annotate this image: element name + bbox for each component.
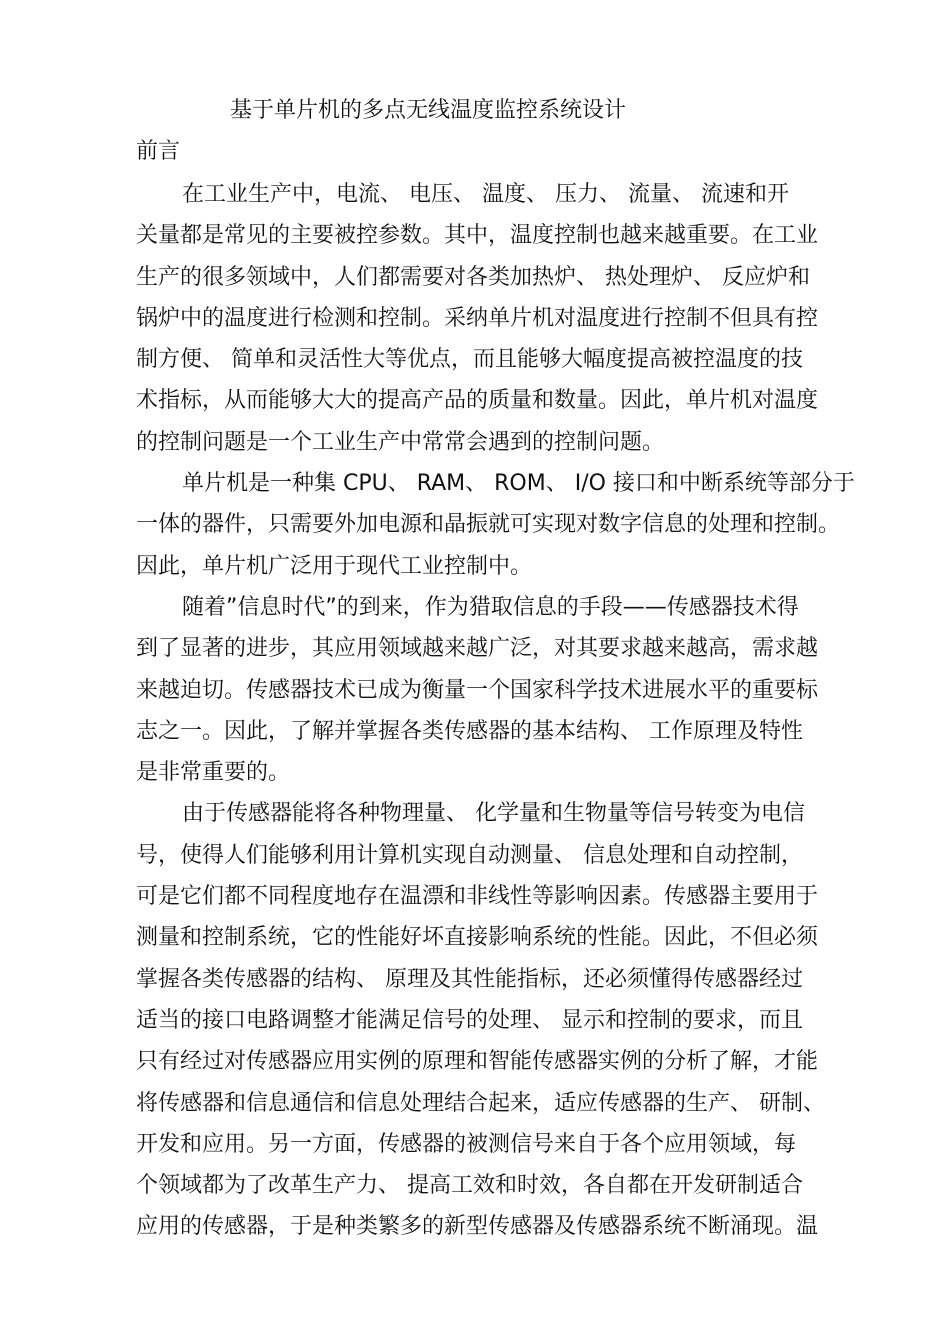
text-line: 号，使得人们能够利用计算机实现自动测量、 信息处理和自动控制，: [136, 842, 803, 868]
body-text: [136, 174, 876, 1248]
text-line: 在工业生产中，电流、 电压、 温度、 压力、 流量、 流速和开: [182, 182, 789, 207]
text-line: 将传感器和信息通信和信息处理结合起来，适应传感器的生产、 研制、: [136, 1090, 825, 1116]
text-line: 可是它们都不同程度地存在温漂和非线性等影响因素。传感器主要用于: [136, 884, 819, 910]
text-line: 只有经过对传感器应用实例的原理和智能传感器实例的分析了解，才能: [136, 1049, 819, 1075]
text-line: 到了显著的进步，其应用领域越来越广泛，对其要求越来越高，需求越: [136, 636, 819, 662]
text-line: 是非常重要的。: [136, 760, 291, 786]
text-line: 掌握各类传感器的结构、 原理及其性能指标，还必须懂得传感器经过: [136, 966, 803, 992]
text-line: 术指标，从而能够大大的提高产品的质量和数量。因此，单片机对温度: [136, 388, 819, 414]
text-line: 来越迫切。传感器技术已成为衡量一个国家科学技术进展水平的重要标: [136, 677, 819, 703]
text-line: 适当的接口电路调整才能满足信号的处理、 显示和控制的要求，而且: [136, 1007, 803, 1033]
text-line: 一体的器件，只需要外加电源和晶振就可实现对数字信息的处理和控制。: [136, 512, 841, 538]
text-line: 生产的很多领域中，人们都需要对各类加热炉、 热处理炉、 反应炉和: [136, 264, 810, 290]
text-line: 开发和应用。另一方面，传感器的被测信号来自于各个应用领域，每: [136, 1131, 797, 1157]
text-line: 个领域都为了改革生产力、 提高工效和时效，各自都在开发研制适合: [136, 1173, 803, 1199]
text-line: 随着”信息时代”的到来，作为猎取信息的手段——传感器技术得: [182, 594, 799, 620]
text-line: 单片机是一种集 CPU、 RAM、 ROM、 I/O 接口和中断系统等部分于: [182, 471, 855, 497]
document-title: 基于单片机的多点无线温度监控系统设计: [230, 98, 627, 123]
text-line: 的控制问题是一个工业生产中常常会遇到的控制问题。: [136, 429, 665, 455]
text-line: 锅炉中的温度进行检测和控制。采纳单片机对温度进行控制不但具有控: [136, 305, 819, 331]
text-line: 应用的传感器，于是种类繁多的新型传感器及传感器系统不断涌现。温: [136, 1214, 819, 1240]
text-line: 志之一。因此，了解并掌握各类传感器的基本结构、 工作原理及特性: [136, 718, 803, 744]
text-line: 测量和控制系统，它的性能好坏直接影响系统的性能。因此，不但必须: [136, 925, 819, 951]
text-line: 制方便、 简单和灵活性大等优点，而且能够大幅度提高被控温度的技: [136, 347, 803, 373]
text-line: 由于传感器能将各种物理量、 化学量和生物量等信号转变为电信: [182, 801, 805, 827]
section-heading: 前言: [136, 139, 181, 164]
text-line: 因此，单片机广泛用于现代工业控制中。: [136, 553, 533, 579]
text-line: 关量都是常见的主要被控参数。其中，温度控制也越来越重要。在工业: [136, 223, 819, 249]
